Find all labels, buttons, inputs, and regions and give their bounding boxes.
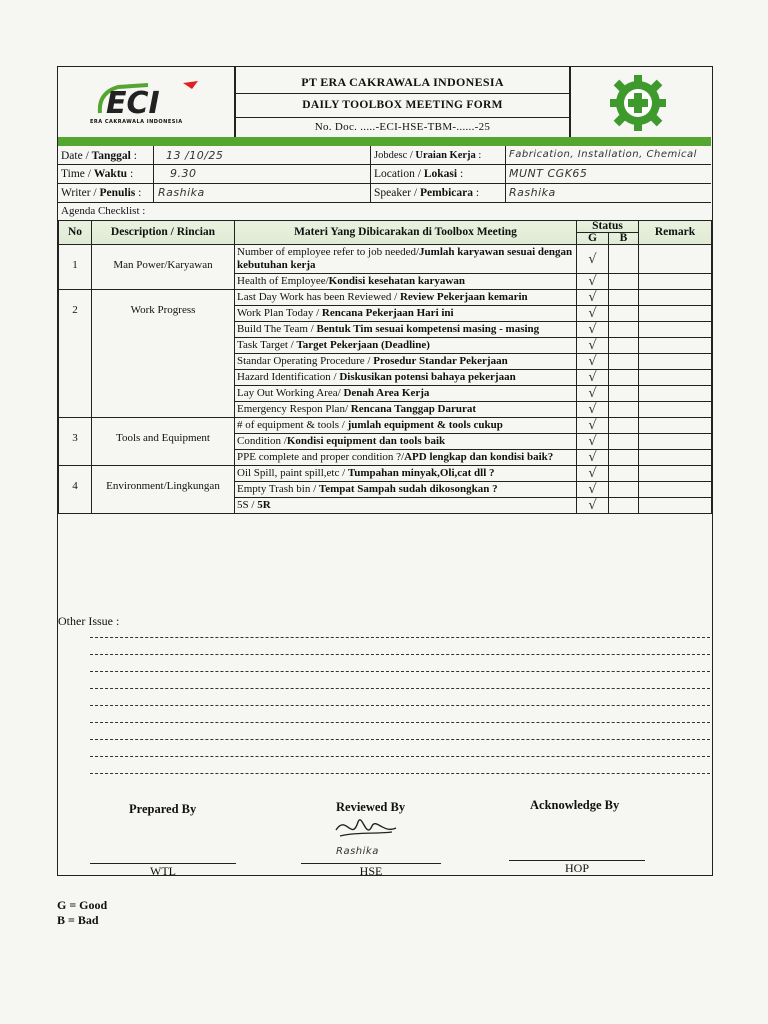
- status-bad-checkbox[interactable]: [609, 306, 639, 322]
- status-bad-checkbox[interactable]: [609, 354, 639, 370]
- col-remark-header: Remark: [639, 221, 712, 245]
- topic-indonesian: Diskusikan potensi bahaya pekerjaan: [339, 371, 516, 383]
- topic-indonesian: Prosedur Standar Pekerjaan: [373, 355, 508, 367]
- status-bad-checkbox[interactable]: [609, 450, 639, 466]
- row-description: Environment/Lingkungan: [92, 466, 235, 514]
- remark-cell[interactable]: [639, 482, 712, 498]
- topic-indonesian: Jumlah karyawan sesuai dengan kebutuhan kerja: [237, 246, 573, 271]
- status-bad-checkbox[interactable]: [609, 482, 639, 498]
- date-value[interactable]: 13 /10/25: [166, 149, 224, 162]
- row-description: Man Power/Karyawan: [92, 245, 235, 290]
- topic-indonesian: Bentuk Tim sesuai kompetensi masing - masing: [316, 323, 540, 335]
- agenda-label: Agenda Checklist :: [61, 205, 146, 217]
- status-good-checkbox[interactable]: √: [577, 306, 609, 322]
- status-good-checkbox[interactable]: √: [577, 450, 609, 466]
- logo-subtext: ERA CAKRAWALA INDONESIA: [90, 119, 183, 125]
- topic-indonesian: APD lengkap dan kondisi baik?: [404, 451, 554, 463]
- remark-cell[interactable]: [639, 306, 712, 322]
- toolbox-form: [57, 66, 713, 876]
- topic-english: 5S /: [237, 499, 258, 511]
- col-desc-header: Description / Rincian: [92, 221, 235, 245]
- topic-cell: [235, 402, 577, 418]
- legend-good: G = Good: [57, 898, 108, 912]
- company-name: PT ERA CAKRAWALA INDONESIA: [301, 75, 504, 89]
- status-bad-checkbox[interactable]: [609, 245, 639, 274]
- other-issue-label: Other Issue :: [58, 614, 120, 628]
- topic-english: Number of employee refer to job needed/: [237, 246, 420, 258]
- topic-english: Hazard Identification /: [237, 371, 340, 383]
- remark-cell[interactable]: [639, 354, 712, 370]
- location-label: Location / Lokasi :: [374, 168, 464, 180]
- legend-bad: B = Bad: [57, 913, 99, 927]
- hse-signature: [326, 812, 406, 862]
- topic-indonesian: Kondisi kesehatan karyawan: [328, 275, 465, 287]
- topic-indonesian: Review Pekerjaan kemarin: [399, 291, 528, 303]
- status-bad-checkbox[interactable]: [609, 274, 639, 290]
- form-title: DAILY TOOLBOX MEETING FORM: [302, 99, 503, 111]
- topic-indonesian: Tumpahan minyak,Oli,cat dll ?: [347, 467, 495, 479]
- jobdesc-label: Jobdesc / Uraian Kerja :: [374, 150, 482, 161]
- checklist-row: [59, 245, 712, 274]
- topic-english: Last Day Work has been Reviewed /: [237, 291, 400, 303]
- status-good-checkbox[interactable]: √: [577, 418, 609, 434]
- col-status-header: Status: [577, 221, 639, 233]
- status-good-checkbox[interactable]: √: [577, 290, 609, 306]
- row-number: 3: [59, 418, 92, 466]
- checklist-row: [59, 290, 712, 306]
- topic-english: Standar Operating Procedure /: [237, 355, 374, 367]
- remark-cell[interactable]: [639, 434, 712, 450]
- topic-cell: [235, 290, 577, 306]
- topic-indonesian: Tempat Sampah sudah dikosongkan ?: [318, 483, 498, 495]
- col-g-header: G: [577, 233, 609, 245]
- jobdesc-value[interactable]: Fabrication, Installation, Chemical: [509, 149, 697, 160]
- topic-cell: [235, 434, 577, 450]
- status-good-checkbox[interactable]: √: [577, 370, 609, 386]
- topic-english: Build The Team /: [237, 323, 317, 335]
- topic-english: PPE complete and proper condition ?/: [237, 451, 405, 463]
- speaker-label: Speaker / Pembicara :: [374, 187, 480, 199]
- topic-cell: [235, 354, 577, 370]
- status-good-checkbox[interactable]: √: [577, 498, 609, 514]
- writer-value[interactable]: Rashika: [158, 186, 205, 199]
- topic-indonesian: Kondisi equipment dan tools baik: [286, 435, 446, 447]
- topic-cell: [235, 450, 577, 466]
- topic-english: Condition /: [237, 435, 287, 447]
- table-header-row: [59, 221, 712, 233]
- remark-cell[interactable]: [639, 386, 712, 402]
- topic-indonesian: Rencana Pekerjaan Hari ini: [321, 307, 454, 319]
- remark-cell[interactable]: [639, 402, 712, 418]
- svg-text:ECI: ECI: [106, 86, 160, 121]
- doc-number: No. Doc. .....-ECI-HSE-TBM-......-25: [314, 121, 491, 133]
- topic-indonesian: jumlah equipment & tools cukup: [347, 419, 503, 431]
- col-b-header: B: [609, 233, 639, 245]
- topic-cell: [235, 370, 577, 386]
- remark-cell[interactable]: [639, 418, 712, 434]
- status-bad-checkbox[interactable]: [609, 290, 639, 306]
- hop-label: HOP: [564, 861, 589, 875]
- topic-indonesian: 5R: [257, 499, 271, 511]
- eci-logo: [88, 75, 208, 130]
- topic-cell: [235, 418, 577, 434]
- topic-cell: [235, 322, 577, 338]
- hse-signer-name: Rashika: [336, 846, 379, 857]
- acknowledge-by-label: Acknowledge By: [530, 798, 620, 812]
- topic-cell: [235, 482, 577, 498]
- remark-cell[interactable]: [639, 274, 712, 290]
- status-bad-checkbox[interactable]: [609, 402, 639, 418]
- remark-cell[interactable]: [639, 450, 712, 466]
- topic-english: Work Plan Today /: [237, 307, 322, 319]
- status-good-checkbox[interactable]: √: [577, 386, 609, 402]
- remark-cell[interactable]: [639, 338, 712, 354]
- status-bad-checkbox[interactable]: [609, 418, 639, 434]
- location-value[interactable]: MUNT CGK65: [509, 167, 588, 180]
- wtl-label: WTL: [150, 864, 176, 878]
- status-bad-checkbox[interactable]: [609, 434, 639, 450]
- status-good-checkbox[interactable]: √: [577, 245, 609, 274]
- status-good-checkbox[interactable]: √: [577, 322, 609, 338]
- topic-indonesian: Target Pekerjaan (Deadline): [296, 339, 430, 351]
- topic-english: Task Target /: [237, 339, 297, 351]
- topic-english: Empty Trash bin /: [237, 483, 319, 495]
- status-good-checkbox[interactable]: √: [577, 402, 609, 418]
- col-materi-header: Materi Yang Dibicarakan di Toolbox Meeting: [235, 221, 577, 245]
- checklist-row: [59, 466, 712, 482]
- topic-cell: [235, 245, 577, 274]
- status-good-checkbox[interactable]: √: [577, 434, 609, 450]
- topic-cell: [235, 466, 577, 482]
- hse-label: HSE: [359, 864, 383, 878]
- status-bad-checkbox[interactable]: [609, 386, 639, 402]
- topic-cell: [235, 306, 577, 322]
- topic-english: Health of Employee/: [237, 275, 329, 287]
- remark-cell[interactable]: [639, 370, 712, 386]
- status-good-checkbox[interactable]: √: [577, 466, 609, 482]
- time-label: Time / Waktu :: [61, 168, 134, 180]
- remark-cell[interactable]: [639, 245, 712, 274]
- safety-gear-cross-icon: [603, 72, 673, 134]
- status-bad-checkbox[interactable]: [609, 498, 639, 514]
- topic-cell: [235, 274, 577, 290]
- col-no-header: No: [59, 221, 92, 245]
- status-bad-checkbox[interactable]: [609, 322, 639, 338]
- topic-indonesian: Denah Area Kerja: [343, 387, 430, 399]
- checklist-table: [58, 220, 712, 514]
- reviewed-by-label: Reviewed By: [336, 800, 406, 814]
- topic-cell: [235, 386, 577, 402]
- status-bad-checkbox[interactable]: [609, 466, 639, 482]
- topic-indonesian: Rencana Tanggap Darurat: [350, 403, 477, 415]
- status-good-checkbox[interactable]: √: [577, 482, 609, 498]
- writer-label: Writer / Penulis :: [61, 187, 142, 199]
- checklist-row: [59, 418, 712, 434]
- row-description: Tools and Equipment: [92, 418, 235, 466]
- remark-cell[interactable]: [639, 498, 712, 514]
- topic-cell: [235, 338, 577, 354]
- status-bad-checkbox[interactable]: [609, 370, 639, 386]
- row-number: 4: [59, 466, 92, 514]
- status-good-checkbox[interactable]: √: [577, 274, 609, 290]
- time-value[interactable]: 9.30: [170, 167, 197, 180]
- prepared-by-label: Prepared By: [129, 802, 197, 816]
- topic-english: Emergency Respon Plan/: [237, 403, 351, 415]
- date-label: Date / Tanggal :: [61, 150, 137, 162]
- status-bad-checkbox[interactable]: [609, 338, 639, 354]
- remark-cell[interactable]: [639, 466, 712, 482]
- row-number: 2: [59, 290, 92, 418]
- speaker-value[interactable]: Rashika: [509, 186, 556, 199]
- remark-cell[interactable]: [639, 322, 712, 338]
- status-good-checkbox[interactable]: √: [577, 338, 609, 354]
- row-description: Work Progress: [92, 290, 235, 418]
- row-number: 1: [59, 245, 92, 290]
- topic-english: Oil Spill, paint spill,etc /: [237, 467, 348, 479]
- topic-english: # of equipment & tools /: [237, 419, 348, 431]
- topic-cell: [235, 498, 577, 514]
- status-good-checkbox[interactable]: √: [577, 354, 609, 370]
- remark-cell[interactable]: [639, 290, 712, 306]
- topic-english: Lay Out Working Area/: [237, 387, 344, 399]
